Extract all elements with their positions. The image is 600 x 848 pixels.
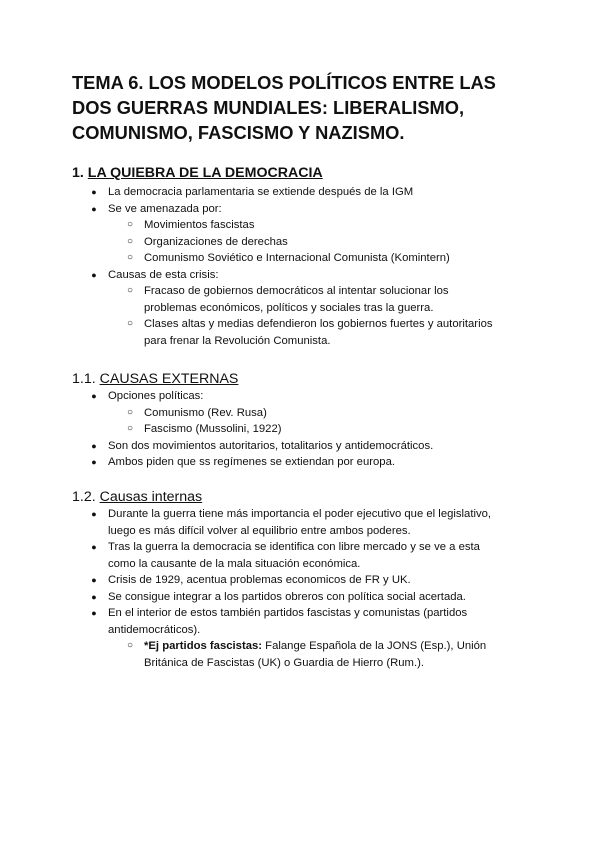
- list-item-text: Durante la guerra tiene más importancia el poder ejecutivo que el legislativo,: [108, 508, 492, 520]
- sub-list: [0, 638, 520, 671]
- list-item: [0, 605, 520, 671]
- list-item-text: Comunismo Soviético e Internacional Comunista (Komintern): [144, 252, 450, 264]
- section-1-heading: [72, 164, 323, 182]
- bullet-icon: ●: [91, 269, 97, 280]
- hollow-bullet-icon: ○: [126, 318, 134, 329]
- sub-list-item: [0, 283, 520, 316]
- hollow-bullet-icon: ○: [126, 235, 134, 247]
- hollow-bullet-icon: ○: [126, 285, 134, 296]
- list-item-text: Movimientos fascistas: [144, 219, 255, 231]
- section-title: CAUSAS EXTERNAS: [99, 371, 239, 387]
- sub-list-item: [0, 405, 520, 422]
- list-item: [0, 184, 520, 201]
- hollow-bullet-icon: ○: [126, 219, 134, 230]
- list-item-text: Opciones políticas:: [108, 390, 204, 402]
- list-item-text: problemas económicos, políticos y sociales tras la guerra.: [144, 301, 434, 314]
- bullet-icon: ●: [91, 187, 97, 197]
- section-title: LA QUIEBRA DE LA DEMOCRACIA: [87, 165, 323, 181]
- section-1-2-list: [0, 506, 520, 671]
- title-line: DOS GUERRAS MUNDIALES: LIBERALISMO,: [72, 97, 465, 118]
- bullet-icon: ●: [91, 542, 97, 552]
- list-item-text: antidemocráticos).: [108, 623, 201, 636]
- list-item-text: Fascismo (Mussolini, 1922): [144, 423, 282, 435]
- list-item-text: Ambos piden que ss regímenes se extiendan por europa.: [108, 456, 395, 468]
- section-1-2-heading: [72, 488, 202, 506]
- list-item-text: Se consigue integrar a los partidos obreros con política social acertada.: [108, 590, 466, 603]
- section-1-1-heading: [72, 370, 238, 388]
- sub-list: [0, 405, 520, 438]
- hollow-bullet-icon: ○: [126, 640, 134, 651]
- section-number: 1.: [72, 165, 88, 181]
- list-item-text: luego es más difícil volver al equilibrio entre ambos poderes.: [108, 524, 411, 537]
- list-item-text: para frenar la Revolución Comunista.: [144, 334, 331, 347]
- title-line: TEMA 6. LOS MODELOS POLÍTICOS ENTRE LAS: [72, 72, 496, 93]
- hollow-bullet-icon: ○: [126, 423, 134, 434]
- list-item: [0, 438, 520, 455]
- list-item-text: Crisis de 1929, acentua problemas economicos de FR y UK.: [108, 574, 411, 586]
- sub-list-item: [0, 638, 520, 671]
- sub-list-item: [0, 250, 520, 267]
- list-item-text: La democracia parlamentaria se extiende después de la IGM: [108, 186, 414, 198]
- section-1-1-list: [0, 388, 520, 471]
- bullet-icon: ●: [91, 608, 97, 618]
- section-number: 1.2.: [72, 489, 100, 505]
- list-item-text: Organizaciones de derechas: [144, 235, 288, 248]
- list-item-text: como la causante de la mala situación económica.: [108, 557, 361, 570]
- list-item: [0, 572, 520, 589]
- title-line: COMUNISMO, FASCISMO Y NAZISMO.: [72, 122, 405, 143]
- list-item: [0, 201, 520, 267]
- bold-label: *Ej partidos fascistas:: [144, 640, 263, 652]
- hollow-bullet-icon: ○: [126, 406, 134, 418]
- list-item: [0, 539, 520, 572]
- section-number: 1.1.: [72, 371, 100, 387]
- list-item-text: Británica de Fascistas (UK) o Guardia de Hierro (Rum.).: [144, 656, 425, 669]
- list-item: [0, 388, 520, 438]
- document-title: [72, 70, 542, 145]
- bullet-icon: ●: [91, 203, 97, 214]
- section-title: Causas internas: [99, 489, 203, 505]
- list-item: [0, 589, 520, 606]
- list-item-text: En el interior de estos también partidos fascistas y comunistas (partidos: [108, 607, 468, 619]
- bullet-icon: ●: [91, 509, 97, 519]
- bullet-icon: ●: [91, 440, 97, 451]
- list-item-text: Clases altas y medias defendieron los gobiernos fuertes y autoritarios: [144, 318, 493, 330]
- bullet-icon: ●: [91, 591, 97, 602]
- list-item-text-rest: Falange Española de la JONS (Esp.), Unión: [262, 640, 487, 652]
- hollow-bullet-icon: ○: [126, 252, 134, 263]
- list-item-text: Son dos movimientos autoritarios, totalitarios y antidemocráticos.: [108, 439, 434, 452]
- sub-list-item: [0, 217, 520, 234]
- list-item: [0, 267, 520, 350]
- bullet-icon: ●: [91, 457, 97, 467]
- sub-list: [0, 283, 520, 349]
- section-1-list: [0, 184, 520, 349]
- sub-list-item: [0, 316, 520, 349]
- sub-list: [0, 217, 520, 267]
- list-item-text: Se ve amenazada por:: [108, 202, 222, 215]
- list-item-text: Fracaso de gobiernos democráticos al intentar solucionar los: [144, 285, 449, 297]
- list-item: [0, 506, 520, 539]
- list-item-text: Causas de esta crisis:: [108, 268, 219, 281]
- list-item-text: Comunismo (Rev. Rusa): [144, 406, 267, 419]
- bullet-icon: ●: [91, 575, 97, 585]
- sub-list-item: [0, 421, 520, 438]
- list-item-text: [144, 638, 520, 655]
- list-item-text: Tras la guerra la democracia se identifica con libre mercado y se ve a esta: [108, 541, 480, 553]
- list-item: [0, 454, 520, 471]
- sub-list-item: [0, 234, 520, 251]
- bullet-icon: ●: [91, 391, 97, 401]
